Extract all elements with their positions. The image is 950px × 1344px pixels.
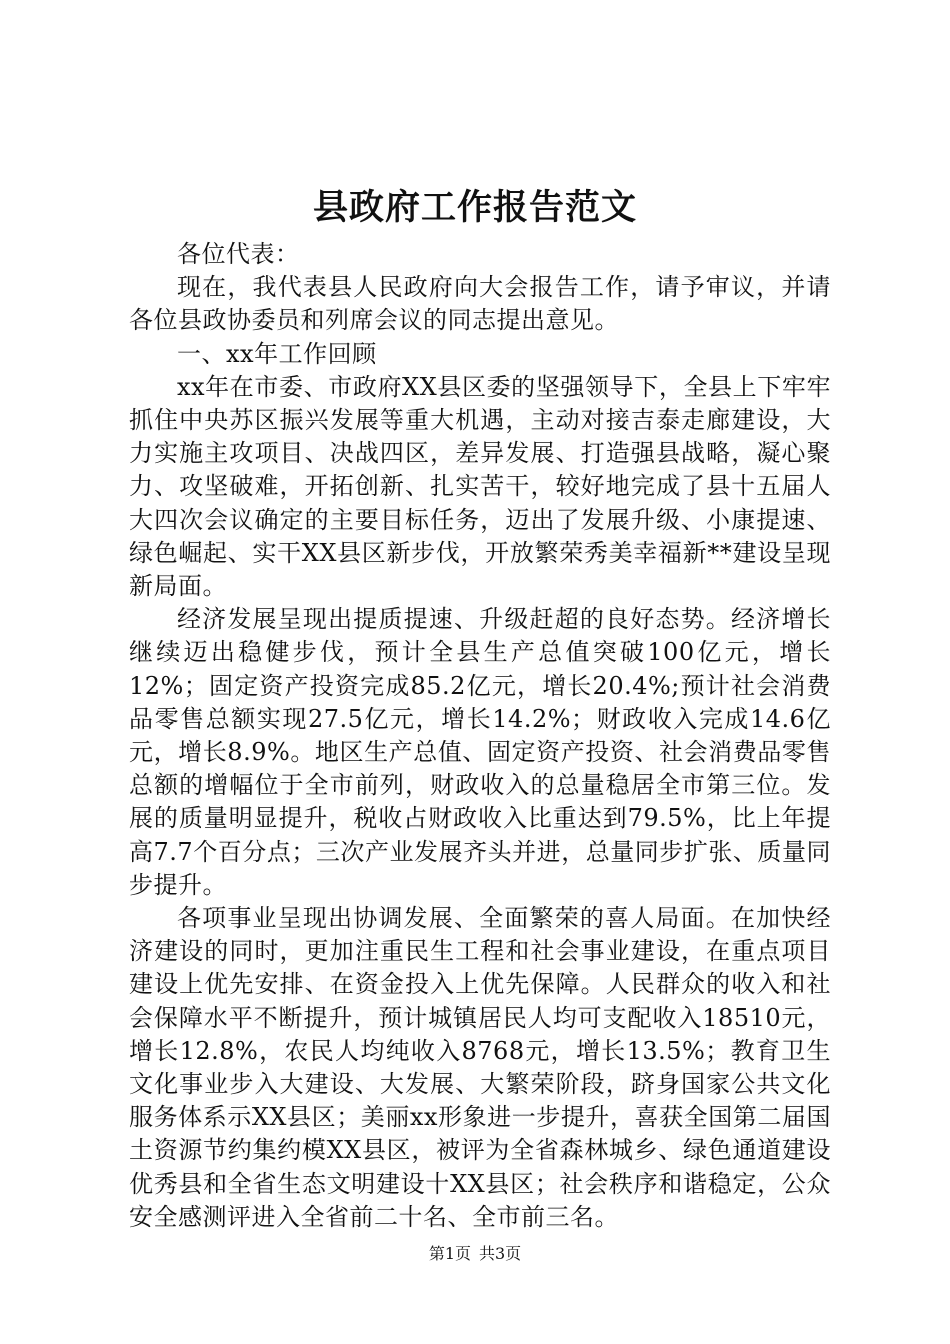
intro-paragraph: 现在，我代表县人民政府向大会报告工作，请予审议，并请各位县政协委员和列席会议的同志提出意见。: [129, 273, 831, 335]
social-paragraph: 各项事业呈现出协调发展、全面繁荣的喜人局面。在加快经济建设的同时，更加注重民生工程和社会事业建设，在重点项目建设上优先安排、在资金投入上优先保障。人民群众的收入和社会保障水平不断提升，预计城镇居民人均可支配收入18510元，增长12.8%，农民人均纯收入8768元，增长13.5%；教育卫生文化事业步入大建设、大发展、大繁荣阶段，跻身国家公共文化服务体系示XX县区；美丽xx形象进一步提升，喜获全国第二届国土资源节约集约模XX县区，被评为全省森林城乡、绿色通道建设优秀县和全省生态文明建设十XX县区；社会秩序和谐稳定，公众安全感测评进入全省前二十名、全市前三名。: [129, 904, 831, 1231]
economy-paragraph: 经济发展呈现出提质提速、升级赶超的良好态势。经济增长继续迈出稳健步伐，预计全县生产总值突破100亿元，增长12%；固定资产投资完成85.2亿元，增长20.4%;预计社会消费品零售总额实现27.5亿元，增长14.2%；财政收入完成14.6亿元，增长8.9%。地区生产总值、固定资产投资、社会消费品零售总额的增幅位于全市前列，财政收入的总量稳居全市第三位。发展的质量明显提升，税收占财政收入比重达到79.5%，比上年提高7.7个百分点；三次产业发展齐头并进，总量同步扩张、质量同步提升。: [129, 605, 831, 899]
page-footer: [0, 1243, 950, 1265]
review-paragraph: xx年在市委、市政府XX县区委的坚强领导下，全县上下牢牢抓住中央苏区振兴发展等重大机遇，主动对接吉泰走廊建设，大力实施主攻项目、决战四区，差异发展、打造强县战略，凝心聚力、攻坚破难，开拓创新、扎实苦干，较好地完成了县十五届人大四次会议确定的主要目标任务，迈出了发展升级、小康提速、绿色崛起、实干XX县区新步伐，开放繁荣秀美幸福新**建设呈现新局面。: [129, 372, 831, 601]
page-number: 第1页: [428, 1244, 471, 1263]
document-body: [129, 238, 831, 1234]
section-heading: 一、xx年工作回顾: [177, 339, 377, 368]
page-total: 共3页: [479, 1244, 522, 1263]
document-title: 县政府工作报告范文: [312, 187, 637, 228]
salutation-paragraph: 各位代表：: [177, 240, 300, 268]
